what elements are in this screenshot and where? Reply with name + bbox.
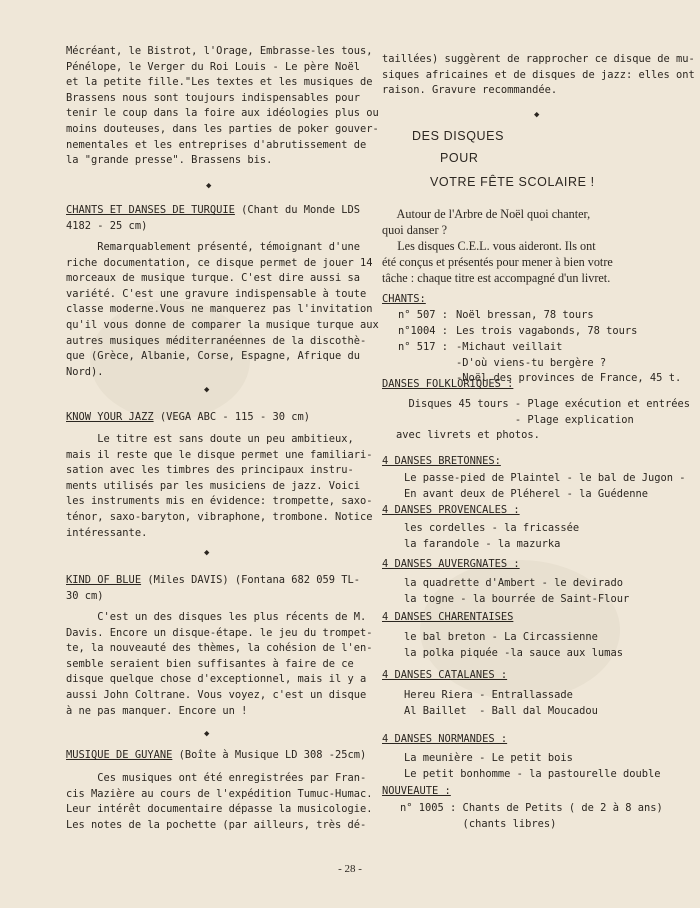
record-reference-continued: 30 cm) — [66, 590, 104, 602]
dance-group-items: le bal breton - La Circassienne la polka piquée -la sauce aux lumas — [404, 631, 623, 659]
record-reference: (VEGA ABC - 115 - 30 cm) — [153, 411, 310, 423]
chant-number: n°1004 : — [398, 325, 449, 337]
nouveaute-label: NOUVEAUTE : — [382, 785, 451, 797]
chant-number: n° 517 : — [398, 341, 449, 353]
review-body: Remarquablement présenté, témoignant d'une riche documentation, ce disque permet de jouer 14 morceaux de musique turque. C'est dire aussi sa variété. C'est une gravure indispensable à toute classe moderne.Vous ne manquerez pas l'invitation qu'il vous donne de comparer la musique turque aux autres musiques méditerranéennes de la discothè- que (Grèce, Albanie, Corse, Espagne, Afrique du Nord). — [66, 241, 379, 378]
intro-paragraph: Mécréant, le Bistrot, l'Orage, Embrasse-les tous, Pénélope, le Verger du Roi Louis - Le père Noël et la petite fille."Les textes et les musiques de Brassens nous sont toujours indispensables pour tenir le coup dans la foire aux idéologies plus ou moins douteuses, dans les parties de poker gouver- nementales et les entreprises d'abrutissement de la "grande presse". Brassens bis. — [66, 45, 379, 167]
nouveaute-items: n° 1005 : Chants de Petits ( de 2 à 8 ans) (chants libres) — [400, 802, 663, 830]
feature-heading-line1: DES DISQUES — [412, 129, 505, 143]
dance-group-items: la quadrette d'Ambert - le devirado la togne - la bourrée de Saint-Flour — [404, 577, 630, 605]
section-separator: ◆ — [204, 729, 210, 739]
section-heading — [66, 203, 361, 219]
chant-number: n° 507 : — [398, 309, 449, 321]
record-reference: (Chant du Monde LDS — [234, 204, 361, 216]
section-heading — [66, 748, 367, 764]
dance-group-label: 4 DANSES PROVENCALES : — [382, 504, 520, 516]
page-number: - 28 - — [338, 863, 362, 875]
record-reference: (Miles DAVIS) (Fontana 682 059 TL- — [141, 574, 361, 586]
dance-group-label: DANSES FOLKLORIQUES : — [382, 378, 514, 390]
chants-label: CHANTS: — [382, 293, 426, 305]
record-title: KNOW YOUR JAZZ — [66, 411, 154, 423]
dance-group-label: 4 DANSES BRETONNES: — [382, 455, 501, 467]
record-reference-continued: 4182 - 25 cm) — [66, 220, 148, 232]
section-heading — [66, 410, 356, 426]
dance-group-items: les cordelles - la fricassée la farandole - la mazurka — [404, 522, 580, 550]
section-separator: ◆ — [534, 110, 540, 120]
review-body: Le titre est sans doute un peu ambitieux, mais il reste que le disque permet une familiari- sation avec les timbres des principaux instru- ments utilisés par les musiciens de jazz. Voici les instruments mis en évidence: trompette, saxo- ténor, saxo-baryton, vibraphone, trombone. Notice intéressante. — [66, 433, 373, 539]
dance-group-label: 4 DANSES CHARENTAISES — [382, 611, 514, 623]
dance-group-items: Hereu Riera - Entrallassade Al Baillet - Ball dal Moucadou — [404, 689, 598, 717]
continuation-paragraph: taillées) suggèrent de rapprocher ce disque de mu- siques africaines et de disques de jazz: elles ont raison. Gravure recommandée. — [382, 53, 695, 97]
dance-group-items: Disques 45 tours - Plage exécution et entrées - Plage explication avec livrets et photos. — [396, 398, 691, 442]
record-title: KIND OF BLUE — [66, 574, 142, 586]
chant-title: Noël bressan, 78 tours — [456, 309, 594, 321]
feature-intro: Autour de l'Arbre de Noël quoi chanter, quoi danser ? Les disques C.E.L. vous aideront. Ils ont été conçus et présentés pour mener à bien votre tâche : chaque titre est accompagné d'un livret. — [382, 207, 613, 285]
chant-title: Les trois vagabonds, 78 tours — [456, 325, 638, 337]
section-separator: ◆ — [204, 385, 210, 395]
record-title: CHANTS ET DANSES DE TURQUIE — [66, 204, 235, 216]
section-separator: ◆ — [204, 548, 210, 558]
section-heading — [66, 573, 361, 589]
review-body: Ces musiques ont été enregistrées par Fran- cis Mazière au cours de l'expédition Tumuc-Humac. Leur intérêt documentaire dépasse la musicologie. Les notes de la pochette (par ailleurs, très dé- — [66, 772, 373, 831]
dance-group-label: 4 DANSES NORMANDES : — [382, 733, 508, 745]
dance-group-items: Le passe-pied de Plaintel - le bal de Jugon - En avant deux de Pléherel - la Guédenne — [404, 472, 686, 500]
feature-heading-line3: VOTRE FÊTE SCOLAIRE ! — [430, 175, 595, 189]
dance-group-items: La meunière - Le petit bois Le petit bonhomme - la pastourelle double — [404, 752, 661, 780]
dance-group-label: 4 DANSES CATALANES : — [382, 669, 508, 681]
review-body: C'est un des disques les plus récents de M. Davis. Encore un disque-étape. le jeu du trompet- te, la nouveauté des thèmes, la cohésion de l'en- semble seraient bien suffisantes à faire de ce disque quelque chose d'exceptionnel, mais il y a aussi John Coltrane. Vous voyez, c'est un disque à ne pas manquer. Encore un ! — [66, 611, 373, 717]
feature-heading-line2: POUR — [440, 151, 479, 165]
section-separator: ◆ — [206, 181, 212, 191]
dance-group-label: 4 DANSES AUVERGNATES : — [382, 558, 520, 570]
record-reference: (Boîte à Musique LD 308 -25cm) — [172, 749, 367, 761]
chant-title: -Michaut veillait -D'où viens-tu bergère ? -Noël des provinces de France, 45 t. — [456, 341, 682, 385]
record-title: MUSIQUE DE GUYANE — [66, 749, 173, 761]
